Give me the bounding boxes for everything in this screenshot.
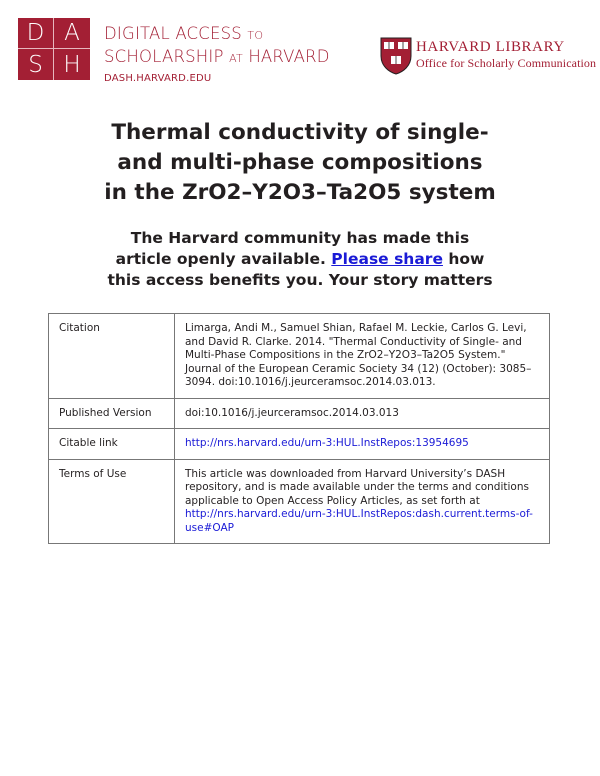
- citation-value: Limarga, Andi M., Samuel Shian, Rafael M. Leckie, Carlos G. Levi, and David R. Clarke. 2014. "Thermal Conductivity of Single- and Multi-Phase Compositions in the ZrO2–Y2O3–Ta2O5 System." Journal of the European Ceramic Society 34 (12) (October): 3085–3094. doi:10.1016/j.jeurceramsoc.2014.03.013.: [175, 314, 550, 399]
- share-line-3: this access benefits you. Your story matters: [107, 271, 493, 289]
- harvard-library-subtitle: Office for Scholarly Communication: [416, 56, 597, 70]
- terms-of-use-row: [49, 459, 550, 544]
- harvard-library-title: HARVARD LIBRARY: [416, 39, 565, 55]
- title-line-3: in the ZrO2–Y2O3–Ta2O5 system: [104, 180, 496, 205]
- terms-of-use-link[interactable]: http://nrs.harvard.edu/urn-3:HUL.InstRepos:dash.current.terms-of-use#OAP: [185, 508, 533, 534]
- share-line2-after: how: [442, 250, 485, 268]
- document-title: [0, 118, 600, 208]
- share-line-1: The Harvard community has made this: [130, 229, 470, 247]
- published-version-row: [49, 398, 550, 429]
- terms-of-use-label: Terms of Use: [49, 459, 175, 544]
- dash-url[interactable]: DASH.HARVARD.EDU: [104, 73, 212, 84]
- share-line2-before: article openly available.: [115, 250, 332, 268]
- dash-line2-small: AT: [229, 52, 243, 65]
- dash-line-2: [104, 46, 330, 69]
- dash-line2-end: HARVARD: [248, 47, 330, 66]
- share-message: [0, 228, 600, 291]
- harvard-library-wordmark: [416, 39, 596, 71]
- please-share-link[interactable]: Please share: [331, 250, 443, 268]
- citable-link-cell: [175, 429, 550, 460]
- citation-row: [49, 314, 550, 399]
- dash-wordmark: [104, 23, 330, 84]
- citable-link[interactable]: http://nrs.harvard.edu/urn-3:HUL.InstRepos:13954695: [185, 437, 469, 449]
- citation-label: Citation: [49, 314, 175, 399]
- dash-line2-main: SCHOLARSHIP: [104, 47, 224, 66]
- citable-link-label: Citable link: [49, 429, 175, 460]
- dash-logo-letter-h: H: [63, 51, 81, 78]
- published-version-label: Published Version: [49, 398, 175, 429]
- published-version-value: doi:10.1016/j.jeurceramsoc.2014.03.013: [175, 398, 550, 429]
- metadata-table: [48, 313, 550, 544]
- terms-of-use-cell: [175, 459, 550, 544]
- harvard-shield-icon: [380, 37, 412, 75]
- terms-of-use-text: This article was downloaded from Harvard University’s DASH repository, and is made available under the terms and conditions applicable to Open Access Policy Articles, as set forth at: [185, 467, 529, 507]
- dash-logo-letter-a: A: [54, 18, 90, 49]
- dash-logo: [18, 18, 90, 80]
- dash-line-1: [104, 23, 330, 46]
- citable-link-row: [49, 429, 550, 460]
- dash-line1-main: DIGITAL ACCESS: [104, 24, 242, 43]
- share-line-2: [0, 249, 600, 270]
- title-line-2: and multi-phase compositions: [117, 150, 483, 175]
- dash-logo-letter-s: S: [18, 49, 54, 80]
- dash-logo-letter-d: D: [18, 18, 54, 49]
- dash-line1-small: TO: [247, 29, 264, 42]
- title-line-1: Thermal conductivity of single-: [111, 120, 489, 145]
